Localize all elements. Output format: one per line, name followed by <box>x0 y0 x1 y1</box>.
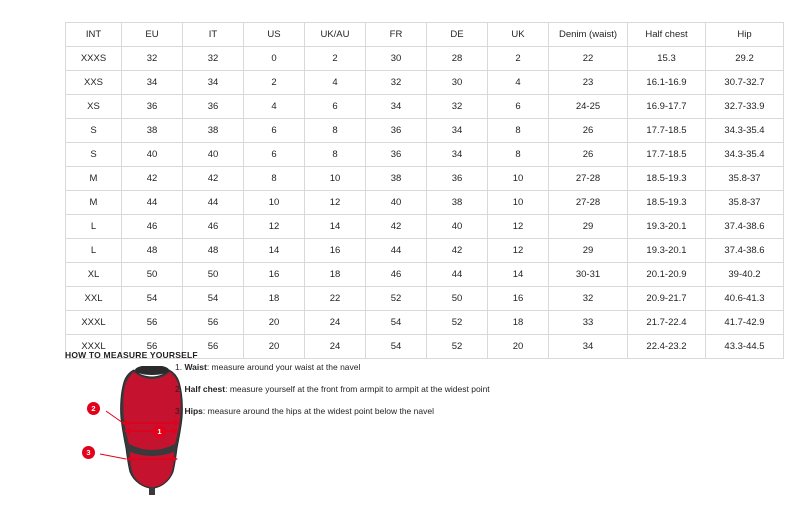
cell: 8 <box>488 119 549 143</box>
step-text: : measure yourself at the front from armpit to armpit at the widest point <box>225 384 490 394</box>
cell: 32 <box>122 47 183 71</box>
cell: XXL <box>66 287 122 311</box>
cell: 40 <box>366 191 427 215</box>
column-header-fr: FR <box>366 23 427 47</box>
cell: 8 <box>244 167 305 191</box>
step-number: 3. <box>175 406 183 416</box>
cell: 26 <box>549 143 628 167</box>
cell: 20.1-20.9 <box>628 263 706 287</box>
measure-step-waist <box>175 362 675 373</box>
measure-step-half-chest <box>175 384 675 395</box>
cell: 12 <box>488 215 549 239</box>
cell: 32 <box>549 287 628 311</box>
cell: 12 <box>244 215 305 239</box>
cell: 54 <box>122 287 183 311</box>
measure-step-hips <box>175 406 675 417</box>
cell: 20 <box>244 311 305 335</box>
cell: 40 <box>183 143 244 167</box>
cell: 20 <box>488 335 549 359</box>
cell: 22.4-23.2 <box>628 335 706 359</box>
cell: 15.3 <box>628 47 706 71</box>
cell: 34 <box>549 335 628 359</box>
cell: 21.7-22.4 <box>628 311 706 335</box>
cell: 17.7-18.5 <box>628 143 706 167</box>
cell: 8 <box>305 143 366 167</box>
cell: 54 <box>183 287 244 311</box>
cell: 14 <box>244 239 305 263</box>
cell: 22 <box>549 47 628 71</box>
cell: 44 <box>427 263 488 287</box>
cell: 34 <box>183 71 244 95</box>
badge-3: 3 <box>82 446 95 459</box>
cell: 10 <box>488 191 549 215</box>
cell: 2 <box>305 47 366 71</box>
cell: L <box>66 215 122 239</box>
table-row <box>66 263 784 287</box>
cell: 50 <box>427 287 488 311</box>
cell: 32 <box>183 47 244 71</box>
cell: 10 <box>244 191 305 215</box>
measure-steps-list <box>175 362 675 428</box>
step-term: Half chest <box>184 384 226 394</box>
cell: XL <box>66 263 122 287</box>
cell: 40.6-41.3 <box>706 287 784 311</box>
badge-2: 2 <box>87 402 100 415</box>
table-row <box>66 119 784 143</box>
size-table-container <box>65 22 765 359</box>
cell: 38 <box>427 191 488 215</box>
column-header-it: IT <box>183 23 244 47</box>
cell: 54 <box>366 335 427 359</box>
cell: 18 <box>488 311 549 335</box>
cell: 24-25 <box>549 95 628 119</box>
cell: 6 <box>244 119 305 143</box>
cell: 4 <box>244 95 305 119</box>
cell: 42 <box>366 215 427 239</box>
cell: 32 <box>366 71 427 95</box>
cell: 32.7-33.9 <box>706 95 784 119</box>
cell: 38 <box>183 119 244 143</box>
cell: 14 <box>305 215 366 239</box>
cell: S <box>66 143 122 167</box>
cell: 27-28 <box>549 191 628 215</box>
cell: 44 <box>183 191 244 215</box>
cell: 29 <box>549 215 628 239</box>
cell: 44 <box>366 239 427 263</box>
table-row <box>66 71 784 95</box>
table-header-row <box>66 23 784 47</box>
cell: 38 <box>366 167 427 191</box>
cell: 20.9-21.7 <box>628 287 706 311</box>
cell: 4 <box>488 71 549 95</box>
cell: 41.7-42.9 <box>706 311 784 335</box>
cell: 0 <box>244 47 305 71</box>
cell: 36 <box>427 167 488 191</box>
cell: 40 <box>122 143 183 167</box>
cell: XXXL <box>66 311 122 335</box>
step-text: : measure around your waist at the navel <box>206 362 361 372</box>
cell: 43.3-44.5 <box>706 335 784 359</box>
cell: 27-28 <box>549 167 628 191</box>
table-row <box>66 143 784 167</box>
cell: 24 <box>305 311 366 335</box>
column-header-hip: Hip <box>706 23 784 47</box>
table-row <box>66 311 784 335</box>
cell: 19.3-20.1 <box>628 239 706 263</box>
table-row <box>66 167 784 191</box>
column-header-half-chest: Half chest <box>628 23 706 47</box>
cell: 56 <box>122 335 183 359</box>
cell: 34.3-35.4 <box>706 143 784 167</box>
column-header-us: US <box>244 23 305 47</box>
cell: 40 <box>427 215 488 239</box>
cell: 4 <box>305 71 366 95</box>
table-row <box>66 239 784 263</box>
cell: 6 <box>244 143 305 167</box>
cell: 12 <box>305 191 366 215</box>
cell: 46 <box>366 263 427 287</box>
cell: 52 <box>427 335 488 359</box>
cell: 36 <box>366 143 427 167</box>
cell: 18 <box>305 263 366 287</box>
cell: 34 <box>427 143 488 167</box>
cell: 48 <box>122 239 183 263</box>
cell: XXS <box>66 71 122 95</box>
cell: 30 <box>427 71 488 95</box>
cell: 6 <box>305 95 366 119</box>
cell: 30.7-32.7 <box>706 71 784 95</box>
cell: 10 <box>305 167 366 191</box>
cell: 26 <box>549 119 628 143</box>
cell: 48 <box>183 239 244 263</box>
cell: 16.9-17.7 <box>628 95 706 119</box>
cell: 28 <box>427 47 488 71</box>
cell: 32 <box>427 95 488 119</box>
cell: 30 <box>366 47 427 71</box>
cell: 36 <box>122 95 183 119</box>
cell: 38 <box>122 119 183 143</box>
cell: 52 <box>366 287 427 311</box>
cell: 24 <box>305 335 366 359</box>
cell: 36 <box>183 95 244 119</box>
column-header-uk-au: UK/AU <box>305 23 366 47</box>
cell: 37.4-38.6 <box>706 239 784 263</box>
cell: 18.5-19.3 <box>628 167 706 191</box>
cell: 29 <box>549 239 628 263</box>
cell: 46 <box>122 215 183 239</box>
cell: 12 <box>488 239 549 263</box>
cell: 34 <box>366 95 427 119</box>
cell: XS <box>66 95 122 119</box>
cell: 10 <box>488 167 549 191</box>
cell: 2 <box>488 47 549 71</box>
column-header-int: INT <box>66 23 122 47</box>
step-text: : measure around the hips at the widest point below the navel <box>202 406 434 416</box>
cell: 16.1-16.9 <box>628 71 706 95</box>
cell: 42 <box>183 167 244 191</box>
cell: 16 <box>244 263 305 287</box>
cell: 30-31 <box>549 263 628 287</box>
cell: 16 <box>488 287 549 311</box>
table-row <box>66 191 784 215</box>
cell: 8 <box>488 143 549 167</box>
cell: L <box>66 239 122 263</box>
cell: 18.5-19.3 <box>628 191 706 215</box>
cell: 39-40.2 <box>706 263 784 287</box>
step-number: 1. <box>175 362 183 372</box>
cell: 54 <box>366 311 427 335</box>
cell: 8 <box>305 119 366 143</box>
cell: 37.4-38.6 <box>706 215 784 239</box>
cell: 34.3-35.4 <box>706 119 784 143</box>
table-row <box>66 215 784 239</box>
size-conversion-table <box>65 22 784 359</box>
cell: 14 <box>488 263 549 287</box>
cell: 6 <box>488 95 549 119</box>
cell: 17.7-18.5 <box>628 119 706 143</box>
cell: M <box>66 191 122 215</box>
cell: 18 <box>244 287 305 311</box>
cell: 56 <box>122 311 183 335</box>
cell: 35.8-37 <box>706 167 784 191</box>
column-header-de: DE <box>427 23 488 47</box>
step-term: Hips <box>184 406 203 416</box>
cell: S <box>66 119 122 143</box>
cell: 2 <box>244 71 305 95</box>
step-number: 2. <box>175 384 183 394</box>
cell: XXXS <box>66 47 122 71</box>
column-header-uk: UK <box>488 23 549 47</box>
cell: 56 <box>183 311 244 335</box>
cell: 20 <box>244 335 305 359</box>
cell: 46 <box>183 215 244 239</box>
cell: 19.3-20.1 <box>628 215 706 239</box>
cell: 42 <box>122 167 183 191</box>
how-to-measure-title: HOW TO MEASURE YOURSELF <box>65 350 198 360</box>
cell: 33 <box>549 311 628 335</box>
cell: 35.8-37 <box>706 191 784 215</box>
cell: 50 <box>122 263 183 287</box>
cell: XXXL <box>66 335 122 359</box>
cell: 42 <box>427 239 488 263</box>
cell: 50 <box>183 263 244 287</box>
cell: 56 <box>183 335 244 359</box>
cell: 52 <box>427 311 488 335</box>
cell: 44 <box>122 191 183 215</box>
cell: 23 <box>549 71 628 95</box>
table-row <box>66 287 784 311</box>
table-row <box>66 47 784 71</box>
badge-1: 1 <box>153 425 166 438</box>
cell: 34 <box>427 119 488 143</box>
cell: 16 <box>305 239 366 263</box>
cell: 36 <box>366 119 427 143</box>
step-term: Waist <box>184 362 207 372</box>
column-header-denim-waist: Denim (waist) <box>549 23 628 47</box>
cell: 29.2 <box>706 47 784 71</box>
cell: 34 <box>122 71 183 95</box>
cell: 22 <box>305 287 366 311</box>
table-row <box>66 95 784 119</box>
cell: M <box>66 167 122 191</box>
column-header-eu: EU <box>122 23 183 47</box>
